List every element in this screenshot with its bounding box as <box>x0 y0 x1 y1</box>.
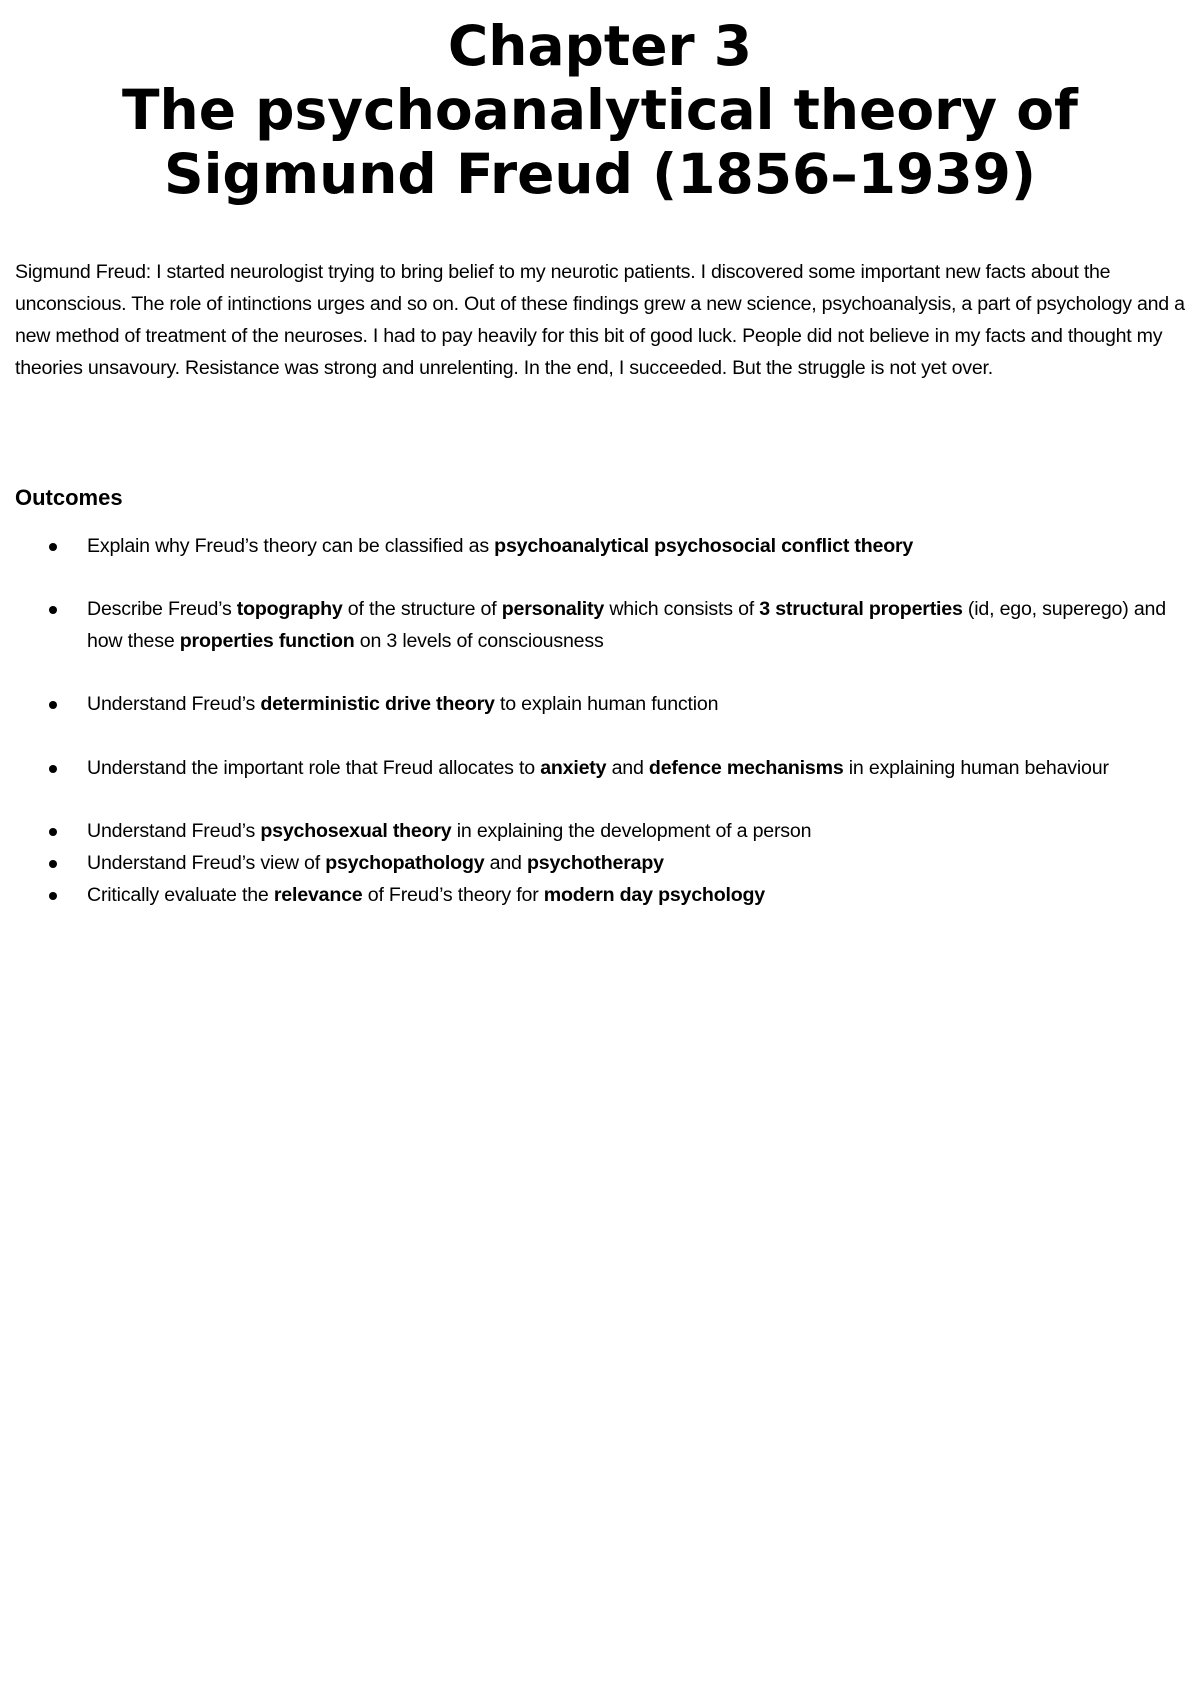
outcome-run: of Freud’s theory for <box>362 884 544 906</box>
outcome-text <box>87 593 1187 657</box>
outcome-text <box>87 879 1187 911</box>
outcome-run: Critically evaluate the <box>87 884 274 906</box>
bullet-icon <box>49 606 57 614</box>
outcome-run: and <box>606 757 649 779</box>
outcome-keyword: defence mechanisms <box>648 757 844 779</box>
outcome-run: of the structure of <box>342 598 502 620</box>
bullet-icon <box>49 701 57 709</box>
outcome-keyword: properties function <box>179 630 355 652</box>
chapter-title <box>60 14 1140 206</box>
outcome-keyword: psychotherapy <box>527 852 664 874</box>
outcome-text <box>87 815 1187 847</box>
title-line-freud: Sigmund Freud (1856–1939) <box>163 142 1037 206</box>
outcomes-heading: Outcomes <box>15 485 123 510</box>
outcome-keyword: relevance <box>273 884 363 906</box>
outcome-text <box>87 688 1187 720</box>
outcome-run: and <box>484 852 528 874</box>
outcome-keyword: modern day psychology <box>543 884 765 906</box>
outcome-run: Understand Freud’s <box>87 820 261 842</box>
outcome-keyword: psychosexual theory <box>260 820 452 842</box>
outcome-run: Understand Freud’s <box>87 693 261 715</box>
outcome-text <box>87 752 1187 784</box>
outcome-keyword: anxiety <box>540 757 607 779</box>
outcome-keyword: psychopathology <box>325 852 485 874</box>
bullet-icon <box>49 892 57 900</box>
outcome-keyword: deterministic drive theory <box>260 693 495 715</box>
bullet-icon <box>49 828 57 836</box>
title-line-chapter: Chapter 3 <box>447 14 753 78</box>
outcome-run: in explaining human behaviour <box>843 757 1109 779</box>
outcome-run: in explaining the development of a person <box>451 820 812 842</box>
outcome-run: on 3 levels of consciousness <box>354 630 604 652</box>
outcome-text <box>87 530 1187 562</box>
outcome-run: Understand Freud’s view of <box>87 852 326 874</box>
outcome-keyword: personality <box>501 598 605 620</box>
outcome-run: Explain why Freud’s theory can be classified as <box>87 535 495 557</box>
outcome-text <box>87 847 1187 879</box>
outcome-run: which consists of <box>604 598 760 620</box>
outcome-run: (id, ego, superego) and how these <box>87 598 1166 652</box>
outcome-run: Understand the important role that Freud allocates to <box>87 757 541 779</box>
bullet-icon <box>49 543 57 551</box>
title-line-theory: The psychoanalytical theory of <box>122 78 1078 142</box>
outcome-run: Describe Freud’s <box>87 598 237 620</box>
outcome-keyword: topography <box>236 598 343 620</box>
outcome-keyword: psychoanalytical psychosocial conflict theory <box>494 535 914 557</box>
bullet-icon <box>49 860 57 868</box>
outcome-run: to explain human function <box>494 693 719 715</box>
outcome-keyword: 3 structural properties <box>759 598 963 620</box>
bullet-icon <box>49 765 57 773</box>
intro-paragraph: Sigmund Freud: I started neurologist trying to bring belief to my neurotic patients. I discovered some important new facts about the unconscious. The role of intinctions urges and so on. Out of these findings grew a new science, psychoanalysis, a part of psychology and a new method of treatment of the neuroses. I had to pay heavily for this bit of good luck. People did not believe in my facts and thought my theories unsavoury. Resistance was strong and unrelenting. In the end, I succeeded. But the struggle is not yet over. <box>15 261 1185 379</box>
